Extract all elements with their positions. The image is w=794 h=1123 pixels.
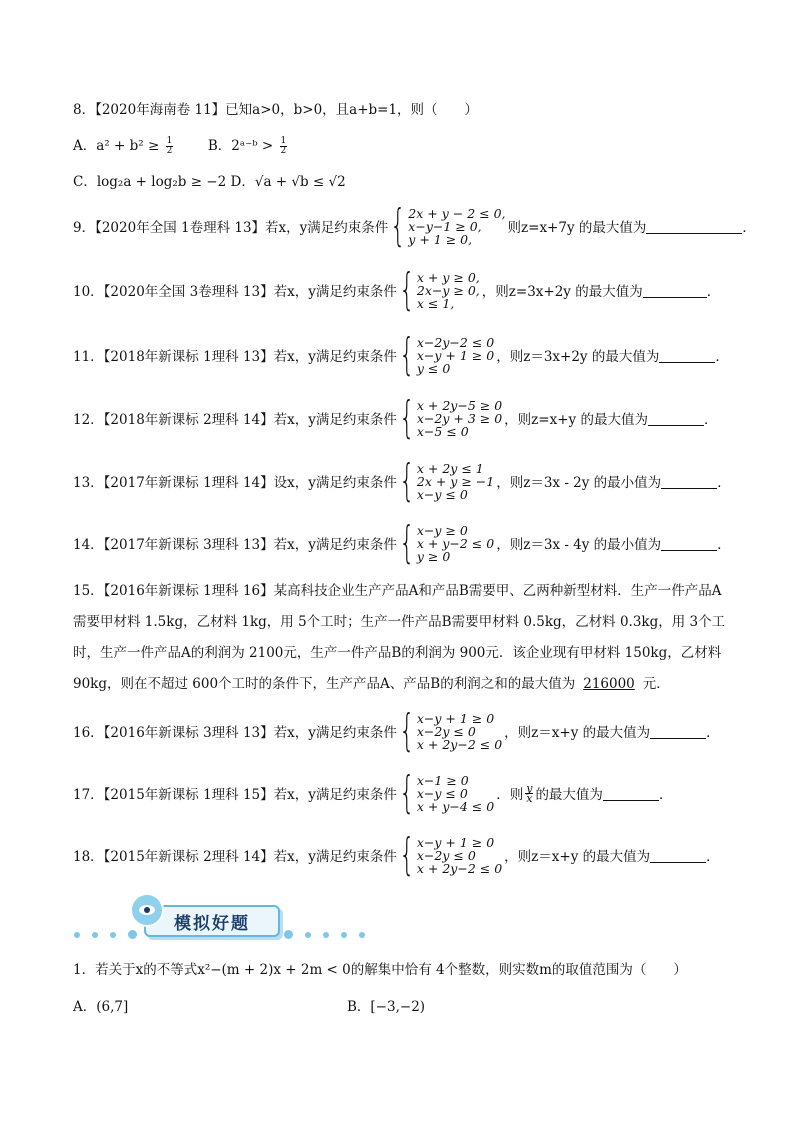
q16-row-3: x + 2y−2 ≤ 0 bbox=[416, 736, 503, 752]
q16-answer-blank[interactable] bbox=[650, 724, 706, 739]
q17-constraint-system bbox=[399, 767, 495, 818]
q18: 18．【2015年新课标 2理科 14】若x，y满足约束条件 { x−y + 1 ≥ 0 x−2y ≤ 0 x + 2y−2 ≤ 0 ，则z＝x+y 的最大值为 ． bbox=[73, 829, 720, 880]
q11-constraint-system bbox=[399, 329, 495, 380]
brace-icon: { bbox=[390, 200, 406, 251]
q18-constraint-system bbox=[399, 829, 503, 880]
q18-row-2: x−2y ≤ 0 bbox=[416, 847, 476, 863]
eye-icon bbox=[130, 893, 164, 927]
q16-row-2: x−2y ≤ 0 bbox=[416, 723, 476, 739]
q10-constraint-system bbox=[399, 264, 480, 315]
q12-answer-blank[interactable] bbox=[648, 411, 704, 426]
q9-row-2: x−y−1 ≥ 0, bbox=[408, 218, 482, 234]
q8-option-a: A．a² + b² ≥ bbox=[73, 138, 160, 154]
q13-prefix: 13．【2017年新课标 1理科 14】设x，y满足约束条件 bbox=[73, 475, 397, 491]
q17-suffix-b: 的最大值为 bbox=[535, 787, 603, 803]
q8-option-a-fraction: $\frac{1}{2}$ bbox=[166, 136, 173, 156]
q17: 17．【2015年新课标 1理科 15】若x，y满足约束条件 { x−1 ≥ 0 x−y ≤ 0 x + y−4 ≤ 0 ．则 $\frac{y}{x}$ 的最大值为 ． bbox=[73, 767, 673, 818]
q16: 16．【2016年新课标 3理科 13】若x，y满足约束条件 { x−y + 1 ≥ 0 x−2y ≤ 0 x + 2y−2 ≤ 0 ，则z＝x+y 的最大值为 ． bbox=[73, 705, 720, 756]
q9-prefix: 9．【2020年全国 1卷理科 13】若x，y满足约束条件 bbox=[73, 220, 389, 236]
q12-suffix: ，则z=x+y 的最大值为 bbox=[504, 412, 648, 428]
q9-constraint-system bbox=[390, 200, 506, 251]
q13-row-3: x−y ≤ 0 bbox=[416, 486, 468, 502]
q17-suffix-a: ．则 bbox=[496, 787, 524, 803]
q8-option-c: C．log₂a + log₂b ≥ −2 bbox=[73, 174, 227, 190]
q8-option-d: D．√a + √b ≤ √2 bbox=[230, 174, 346, 190]
q17-row-1: x−1 ≥ 0 bbox=[416, 772, 469, 788]
q17-fraction: $\frac{y}{x}$ bbox=[526, 781, 533, 805]
q18-suffix: ，则z＝x+y 的最大值为 bbox=[504, 849, 651, 865]
brace-icon: { bbox=[399, 329, 415, 380]
banner-dots-left bbox=[74, 930, 137, 939]
q13-row-2: 2x + y ≥ −1 bbox=[416, 473, 495, 489]
brace-icon: { bbox=[399, 767, 415, 818]
q11-prefix: 11．【2018年新课标 1理科 13】若x，y满足约束条件 bbox=[73, 349, 397, 365]
q15-unit: 元． bbox=[642, 676, 670, 692]
banner-dots-right bbox=[284, 930, 365, 939]
brace-icon: { bbox=[399, 517, 415, 568]
q14-answer-blank[interactable] bbox=[661, 536, 717, 551]
brace-icon: { bbox=[399, 829, 415, 880]
q9-suffix: 则z=x+7y 的最大值为 bbox=[507, 220, 647, 236]
section-title: 模拟好题 bbox=[174, 913, 250, 934]
q8-options-ab bbox=[73, 136, 289, 156]
q16-prefix: 16．【2016年新课标 3理科 13】若x，y满足约束条件 bbox=[73, 725, 397, 741]
q8-stem: 8．【2020年海南卷 11】已知a>0，b>0，且a+b=1，则（ ） bbox=[73, 102, 479, 118]
q11-suffix: ，则z＝3x+2y 的最大值为 bbox=[496, 349, 660, 365]
q11: 11．【2018年新课标 1理科 13】若x，y满足约束条件 { x−2y−2 ≤ 0 x−y + 1 ≥ 0 y ≤ 0 ，则z＝3x+2y 的最大值为 ． bbox=[73, 329, 729, 380]
q12-row-3: x−5 ≤ 0 bbox=[416, 423, 469, 439]
q14-suffix: ，则z＝3x - 4y 的最小值为 bbox=[496, 537, 662, 553]
m1-option-b: B．[−3,−2) bbox=[347, 999, 426, 1015]
q11-row-2: x−y + 1 ≥ 0 bbox=[416, 347, 495, 363]
q12: 12．【2018年新课标 2理科 14】若x，y满足约束条件 { x + 2y−5 ≥ 0 x−2y + 3 ≥ 0 x−5 ≤ 0 ，则z=x+y 的最大值为 ． bbox=[73, 392, 718, 443]
q14-row-2: x + y−2 ≤ 0 bbox=[416, 535, 495, 551]
q17-row-3: x + y−4 ≤ 0 bbox=[416, 798, 495, 814]
q10-row-1: x + y ≥ 0, bbox=[416, 269, 480, 285]
q15 bbox=[73, 576, 733, 700]
q12-prefix: 12．【2018年新课标 2理科 14】若x，y满足约束条件 bbox=[73, 412, 397, 428]
q12-constraint-system bbox=[399, 392, 503, 443]
brace-icon: { bbox=[399, 392, 415, 443]
q9: 9．【2020年全国 1卷理科 13】若x，y满足约束条件 { 2x + y − 2 ≤ 0, x−y−1 ≥ 0, y + 1 ≥ 0, 则z=x+7y 的最大值为 ． bbox=[73, 200, 756, 251]
q11-row-3: y ≤ 0 bbox=[416, 360, 451, 376]
q18-answer-blank[interactable] bbox=[650, 848, 706, 863]
q16-constraint-system bbox=[399, 705, 503, 756]
brace-icon: { bbox=[399, 705, 415, 756]
q16-row-1: x−y + 1 ≥ 0 bbox=[416, 710, 495, 726]
q14-row-3: y ≥ 0 bbox=[416, 548, 451, 564]
q15-answer: 216000 bbox=[583, 676, 635, 692]
q8-option-b: B．2ᵃ⁻ᵇ > bbox=[207, 138, 274, 154]
q11-row-1: x−2y−2 ≤ 0 bbox=[416, 334, 495, 350]
q14-constraint-system bbox=[399, 517, 495, 568]
q18-row-1: x−y + 1 ≥ 0 bbox=[416, 834, 495, 850]
q13-suffix: ，则z＝3x - 2y 的最小值为 bbox=[496, 475, 662, 491]
q8-options-cd bbox=[73, 172, 346, 192]
m1-option-a: A．(6,7] bbox=[73, 999, 129, 1015]
q9-row-3: y + 1 ≥ 0, bbox=[408, 231, 473, 247]
q17-prefix: 17．【2015年新课标 1理科 15】若x，y满足约束条件 bbox=[73, 787, 397, 803]
q13: 13．【2017年新课标 1理科 14】设x，y满足约束条件 { x + 2y ≤ 1 2x + y ≥ −1 x−y ≤ 0 ，则z＝3x - 2y 的最小值为 ． bbox=[73, 455, 731, 506]
q13-answer-blank[interactable] bbox=[661, 474, 717, 489]
q12-row-1: x + 2y−5 ≥ 0 bbox=[416, 397, 503, 413]
m1-stem: 1．若关于x的不等式x²−(m + 2)x + 2m < 0的解集中恰有 4个整数，则实数m的取值范围为（ ） bbox=[73, 962, 687, 978]
q10-answer-blank[interactable] bbox=[643, 283, 707, 298]
q11-answer-blank[interactable] bbox=[659, 348, 715, 363]
q9-answer-blank[interactable] bbox=[646, 219, 742, 234]
q10-suffix: ，则z=3x+2y 的最大值为 bbox=[481, 284, 643, 300]
q8-option-b-fraction: $\frac{1}{2}$ bbox=[280, 136, 287, 156]
q10-row-2: 2x−y ≥ 0, bbox=[416, 282, 480, 298]
q18-prefix: 18．【2015年新课标 2理科 14】若x，y满足约束条件 bbox=[73, 849, 397, 865]
q13-row-1: x + 2y ≤ 1 bbox=[416, 460, 484, 476]
q13-constraint-system bbox=[399, 455, 495, 506]
section-banner bbox=[144, 905, 280, 937]
q14: 14．【2017年新课标 3理科 13】若x，y满足约束条件 { x−y ≥ 0 x + y−2 ≤ 0 y ≥ 0 ，则z＝3x - 4y 的最小值为 ． bbox=[73, 517, 731, 568]
q15-text: 15．【2016年新课标 1理科 16】某高科技企业生产产品A和产品B需要甲、乙两种新型材料．生产一件产品A需要甲材料 1.5kg，乙材料 1kg，用 5个工时；生产一件产品B需要甲材料 0.5kg，乙材料 0.3kg，用 3个工时，生产一件产品A的利润为 2100元，生产一件产品B的利润为 900元．该企业现有甲材料 150kg，乙材料 90kg，则在不超过 600个工时的条件下，生产产品A、产品B的利润之和的最大值为 bbox=[73, 583, 726, 692]
q16-suffix: ，则z＝x+y 的最大值为 bbox=[504, 725, 651, 741]
q9-row-1: 2x + y − 2 ≤ 0, bbox=[408, 205, 506, 221]
q10: 10．【2020年全国 3卷理科 13】若x，y满足约束条件 { x + y ≥ 0, 2x−y ≥ 0, x ≤ 1, ，则z=3x+2y 的最大值为 ． bbox=[73, 264, 721, 315]
q17-answer-blank[interactable] bbox=[603, 786, 659, 801]
q12-row-2: x−2y + 3 ≥ 0 bbox=[416, 410, 503, 426]
q10-row-3: x ≤ 1, bbox=[416, 295, 455, 311]
q10-prefix: 10．【2020年全国 3卷理科 13】若x，y满足约束条件 bbox=[73, 284, 397, 300]
brace-icon: { bbox=[399, 455, 415, 506]
q14-row-1: x−y ≥ 0 bbox=[416, 522, 468, 538]
q14-prefix: 14．【2017年新课标 3理科 13】若x，y满足约束条件 bbox=[73, 537, 397, 553]
brace-icon: { bbox=[399, 264, 415, 315]
q18-row-3: x + 2y−2 ≤ 0 bbox=[416, 860, 503, 876]
q17-row-2: x−y ≤ 0 bbox=[416, 785, 468, 801]
